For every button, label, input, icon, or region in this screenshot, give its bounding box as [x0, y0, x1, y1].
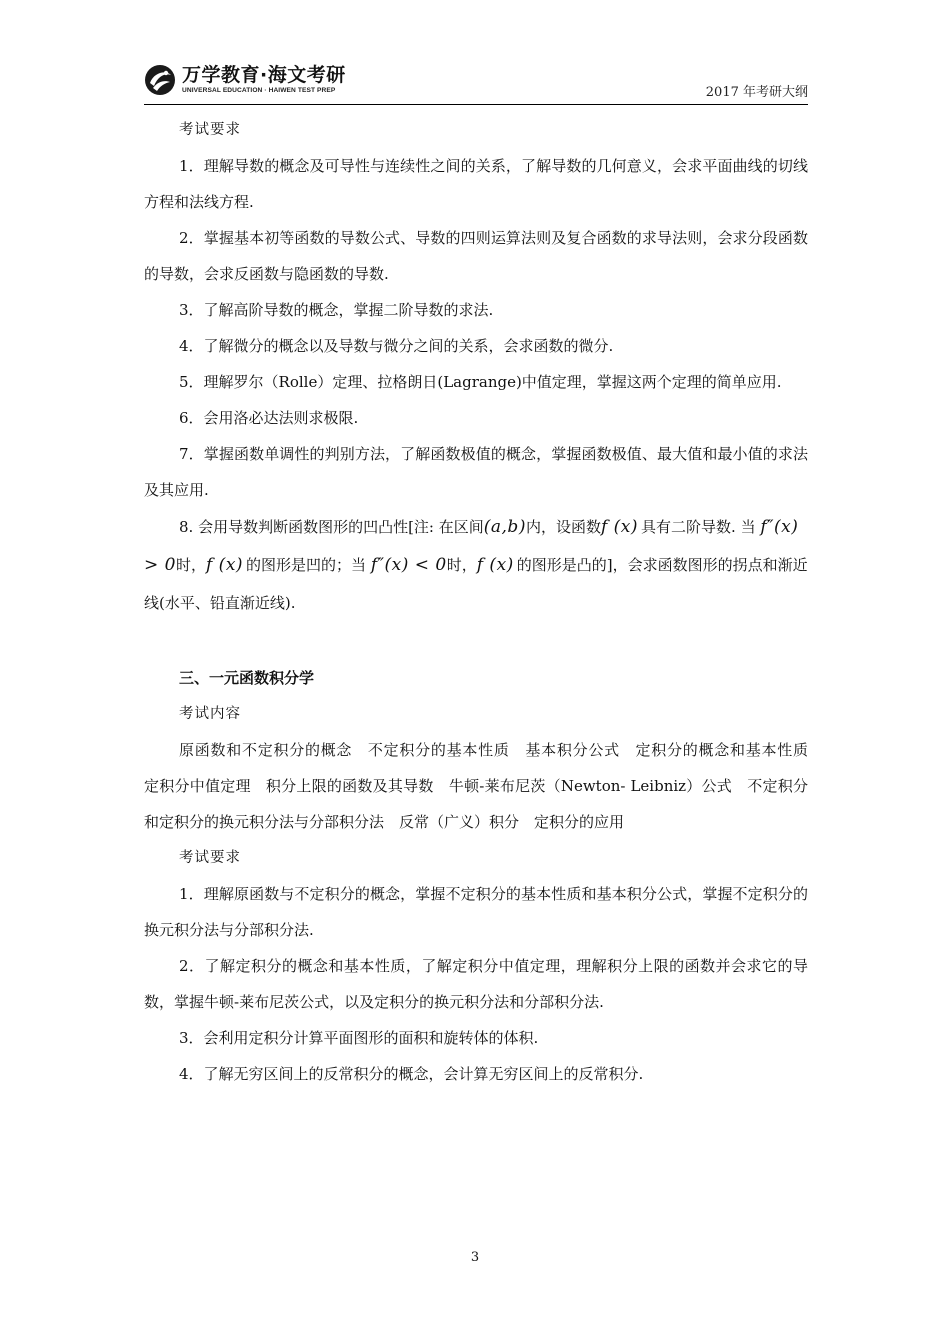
- math-second-derivative: f″(x) < 0: [370, 555, 447, 575]
- item8-text: 8. 会用导数判断函数图形的凹凸性[注: 在区间: [179, 518, 484, 536]
- logo-subtitle: UNIVERSAL EDUCATION · HAIWEN TEST PREP: [182, 87, 336, 94]
- requirement-item: 3．了解高阶导数的概念，掌握二阶导数的求法.: [179, 301, 494, 319]
- requirement-item-8: [144, 508, 808, 622]
- exam-content-text: 原函数和不定积分的概念 不定积分的基本性质 基本积分公式 定积分的概念和基本性质 定积分中值定理 积分上限的函数及其导数 牛顿-莱布尼茨（Newton- Leibniz）公式 不定积分和定积分的换元积分法与分部积分法 反常（广义）积分 定积分的应用: [144, 741, 824, 831]
- page-number: 3: [470, 1250, 480, 1265]
- item8-text: 的图形是凹的；当: [246, 556, 367, 574]
- document-body: [144, 112, 824, 1092]
- requirement-item: 7．掌握函数单调性的判别方法，了解函数极值的概念，掌握函数极值、最大值和最小值的求法及其应用.: [144, 445, 808, 499]
- page-header: [144, 62, 808, 105]
- exam-requirements-label: 考试要求: [179, 850, 241, 866]
- math-function: f (x): [205, 555, 244, 575]
- requirement-item: 1．理解导数的概念及可导性与连续性之间的关系，了解导数的几何意义，会求平面曲线的切线方程和法线方程.: [144, 157, 808, 211]
- item8-text: 时，: [446, 556, 477, 574]
- item8-text: 具有二阶导数. 当: [641, 518, 756, 536]
- logo-title: 万学教育·海文考研: [182, 64, 346, 86]
- brand-logo: [144, 64, 346, 96]
- requirement-item: 4．了解无穷区间上的反常积分的概念，会计算无穷区间上的反常积分.: [179, 1065, 644, 1083]
- header-title: 2017 年考研大纲: [705, 85, 808, 100]
- logo-emblem-icon: [144, 64, 176, 96]
- item8-text: 内，设函数: [525, 518, 601, 536]
- requirement-item: 3．会利用定积分计算平面图形的面积和旋转体的体积.: [179, 1029, 539, 1047]
- exam-content-label: 考试内容: [179, 706, 241, 722]
- requirement-item: 2．掌握基本初等函数的导数公式、导数的四则运算法则及复合函数的求导法则，会求分段函数的导数，会求反函数与隐函数的导数.: [144, 229, 808, 283]
- requirement-item: 1．理解原函数与不定积分的概念，掌握不定积分的基本性质和基本积分公式，掌握不定积分的换元积分法与分部积分法.: [144, 885, 808, 939]
- section-heading: 三、一元函数积分学: [179, 669, 315, 687]
- requirement-item: 6．会用洛必达法则求极限.: [179, 409, 359, 427]
- math-function: f (x): [476, 555, 514, 575]
- math-function: f (x): [600, 517, 639, 537]
- requirement-item: 4．了解微分的概念以及导数与微分之间的关系，会求函数的微分.: [179, 337, 614, 355]
- item8-text: 时，: [175, 556, 206, 574]
- math-interval: (a,b): [483, 517, 526, 537]
- requirement-item: 2．了解定积分的概念和基本性质，了解定积分中值定理，理解积分上限的函数并会求它的导数，掌握牛顿-莱布尼茨公式，以及定积分的换元积分法和分部积分法.: [144, 957, 808, 1011]
- math-second-derivative: f″(x) > 0: [144, 517, 799, 575]
- requirement-item: 5．理解罗尔（Rolle）定理、拉格朗日(Lagrange)中值定理，掌握这两个定理的简单应用.: [179, 373, 782, 391]
- exam-requirements-label: 考试要求: [179, 122, 241, 138]
- item8-text: 的图形是凸的]，会求函数图形的拐点和渐近线(水平、铅直渐近线).: [144, 556, 808, 612]
